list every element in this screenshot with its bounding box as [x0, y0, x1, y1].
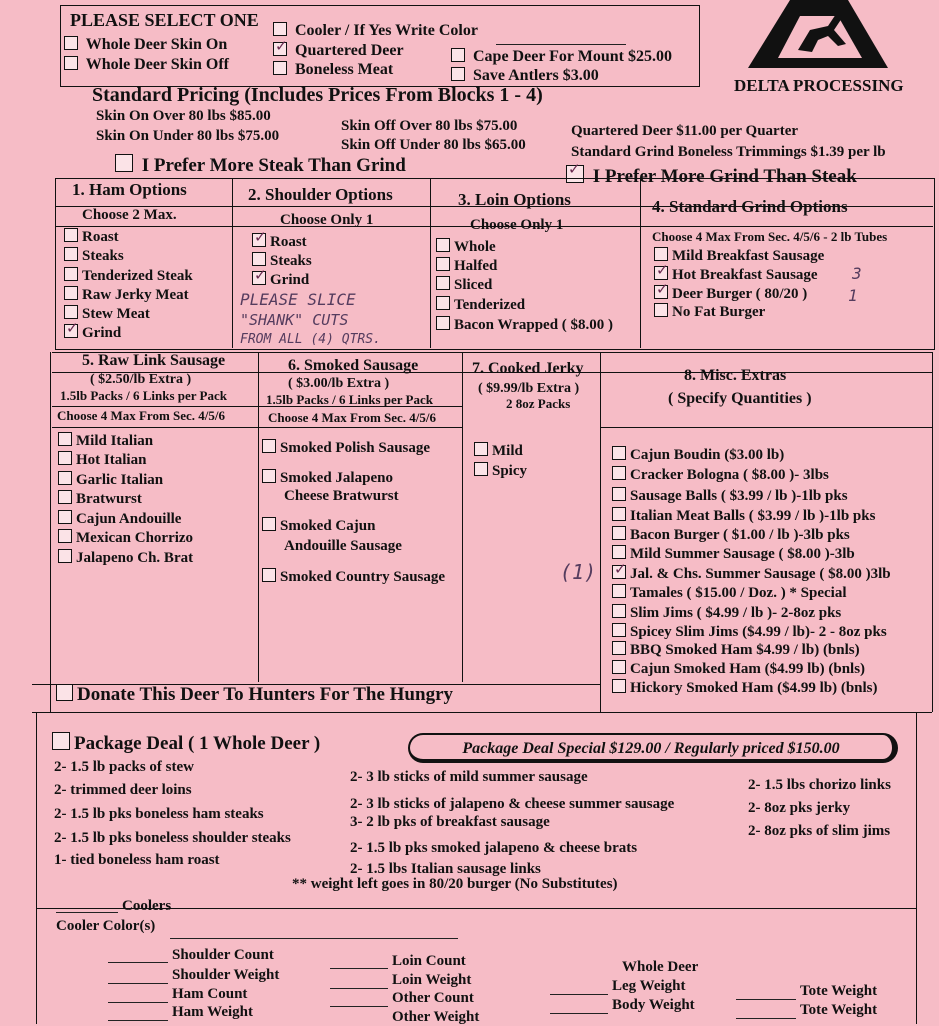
- item-label: Mild: [492, 443, 523, 459]
- option-label: I Prefer More Grind Than Steak: [592, 166, 857, 187]
- handwritten-note: FROM ALL (4) QTRS.: [240, 332, 381, 347]
- smoked-sausage-item[interactable]: [262, 469, 393, 487]
- checkbox[interactable]: [262, 469, 276, 483]
- item-label: Mexican Chorrizo: [76, 530, 194, 546]
- checkbox[interactable]: [612, 660, 626, 674]
- item-label: Mild Italian: [76, 433, 154, 449]
- ham-options-sub: Choose 2 Max.: [82, 207, 177, 223]
- misc-item[interactable]: [612, 565, 891, 583]
- item-label: Jalapeno Ch. Brat: [76, 550, 194, 566]
- item-label: Deer Burger ( 80/20 ): [672, 286, 808, 302]
- jerky-item[interactable]: [474, 462, 527, 480]
- loin-options-title: 3. Loin Options: [458, 190, 571, 209]
- item-label: Smoked Jalapeno: [280, 470, 393, 486]
- checkbox-checked[interactable]: [654, 266, 668, 280]
- option-quartered-deer[interactable]: [273, 42, 404, 60]
- ham-item[interactable]: [64, 228, 119, 246]
- item-label: Tenderized: [454, 297, 526, 313]
- item-label: Cajun Smoked Ham ($4.99 lb) (bnls): [630, 661, 866, 677]
- package-col2-item: 2- 3 lb sticks of jalapeno & cheese summer sausage: [350, 796, 675, 812]
- cooler-colors-label: Cooler Color(s): [56, 918, 156, 934]
- smoked-sausage-item[interactable]: [262, 568, 445, 586]
- divider: [258, 352, 259, 682]
- other-count-label: Other Count: [392, 990, 474, 1006]
- ham-weight-line[interactable]: [108, 1020, 168, 1021]
- checkbox[interactable]: [52, 732, 70, 750]
- ham-item[interactable]: [64, 247, 124, 265]
- item-label: Grind: [82, 325, 122, 341]
- item-label: Steaks: [270, 253, 312, 269]
- smoked-sausage-title: 6. Smoked Sausage: [288, 357, 419, 374]
- pricing-title: Standard Pricing (Includes Prices From Blocks 1 - 4): [92, 84, 543, 106]
- checkbox-checked[interactable]: [273, 42, 287, 56]
- item-label: No Fat Burger: [672, 304, 766, 320]
- loin-weight-label: Loin Weight: [392, 972, 472, 988]
- shoulder-item[interactable]: [252, 233, 307, 251]
- coolers-label: Coolers: [122, 898, 172, 914]
- checkbox[interactable]: [64, 305, 78, 319]
- raw-link-sub: Choose 4 Max From Sec. 4/5/6: [57, 408, 226, 423]
- option-whole-deer-skin-on[interactable]: [64, 36, 227, 54]
- tote-weight-line[interactable]: [736, 999, 796, 1000]
- checkbox[interactable]: [612, 604, 626, 618]
- price-skin-on-under: Skin On Under 80 lbs $75.00: [96, 128, 280, 144]
- checkbox[interactable]: [262, 568, 276, 582]
- package-special-banner: Package Deal Special $129.00 / Regularly priced $150.00: [408, 733, 898, 763]
- option-cape-deer[interactable]: [451, 48, 672, 66]
- option-label: Package Deal ( 1 Whole Deer ): [74, 733, 321, 754]
- item-label: Smoked Polish Sausage: [280, 440, 431, 456]
- ham-item[interactable]: [64, 286, 189, 304]
- checkbox[interactable]: [262, 517, 276, 531]
- package-col2-item: 2- 3 lb sticks of mild summer sausage: [350, 769, 588, 785]
- body-weight-label: Body Weight: [612, 997, 695, 1013]
- checkbox[interactable]: [451, 67, 465, 81]
- handwritten-note: "SHANK" CUTS: [240, 311, 349, 329]
- item-label: Italian Meat Balls ( $3.99 / lb )-1lb pks: [630, 508, 876, 524]
- item-label: Bacon Wrapped ( $8.00 ): [454, 317, 614, 333]
- option-label: Boneless Meat: [295, 61, 394, 78]
- ham-weight-label: Ham Weight: [172, 1004, 253, 1020]
- item-label: Bratwurst: [76, 491, 142, 507]
- smoked-sausage-item-line2: Andouille Sausage: [284, 538, 402, 554]
- loin-weight-line[interactable]: [330, 988, 388, 989]
- checkbox[interactable]: [654, 247, 668, 261]
- package-col2-item: 3- 2 lb pks of breakfast sausage: [350, 814, 550, 830]
- ham-count-line[interactable]: [108, 1002, 168, 1003]
- shoulder-item[interactable]: [252, 271, 309, 289]
- loin-options-sub: Choose Only 1: [470, 217, 564, 233]
- checkbox[interactable]: [612, 584, 626, 598]
- option-label: Quartered Deer: [295, 42, 404, 59]
- item-label: Bacon Burger ( $1.00 / lb )-3lb pks: [630, 527, 850, 543]
- item-label: Spicey Slim Jims ($4.99 / lb)- 2 - 8oz pks: [630, 624, 887, 640]
- item-label: Smoked Cajun: [280, 518, 376, 534]
- checkbox[interactable]: [64, 286, 78, 300]
- item-label: Spicy: [492, 463, 528, 479]
- shoulder-weight-line[interactable]: [108, 983, 168, 984]
- option-label: Cape Deer For Mount $25.00: [473, 48, 672, 65]
- loin-item[interactable]: [436, 296, 525, 314]
- raw-link-item[interactable]: [58, 549, 193, 567]
- divider: [640, 178, 641, 348]
- package-col1-item: 1- tied boneless ham roast: [54, 852, 220, 868]
- misc-item[interactable]: [612, 487, 848, 505]
- checkbox[interactable]: [436, 238, 450, 252]
- package-col1-item: 2- 1.5 lb packs of stew: [54, 759, 195, 775]
- checkbox[interactable]: [451, 48, 465, 62]
- checkbox[interactable]: [474, 462, 488, 476]
- misc-item[interactable]: [612, 679, 878, 697]
- smoked-sausage-sub: Choose 4 Max From Sec. 4/5/6: [268, 410, 437, 425]
- option-label: I Prefer More Steak Than Grind: [141, 155, 406, 176]
- shoulder-options-title: 2. Shoulder Options: [248, 185, 393, 204]
- price-quartered: Quartered Deer $11.00 per Quarter: [571, 123, 799, 139]
- checkbox[interactable]: [436, 257, 450, 271]
- raw-link-item[interactable]: [58, 529, 193, 547]
- smoked-sausage-item[interactable]: [262, 439, 430, 457]
- tote-weight-label: Tote Weight: [800, 1002, 878, 1018]
- item-label: Grind: [270, 272, 310, 288]
- item-label: Tamales ( $15.00 / Doz. ) * Special: [630, 585, 847, 601]
- item-label: Slim Jims ( $4.99 / lb )- 2-8oz pks: [630, 605, 842, 621]
- checkbox[interactable]: [58, 471, 72, 485]
- checkbox[interactable]: [612, 507, 626, 521]
- checkbox[interactable]: [654, 303, 668, 317]
- jerky-item[interactable]: [474, 442, 523, 460]
- misc-item[interactable]: [612, 623, 887, 641]
- divider: [32, 712, 932, 713]
- raw-link-item[interactable]: [58, 471, 163, 489]
- package-note: ** weight left goes in 80/20 burger (No Substitutes): [292, 876, 618, 892]
- divider: [916, 712, 917, 1024]
- divider: [430, 178, 431, 348]
- divider: [462, 352, 463, 682]
- loin-item[interactable]: [436, 238, 496, 256]
- item-label: Hickory Smoked Ham ($4.99 lb) (bnls): [630, 680, 878, 696]
- divider: [600, 352, 601, 712]
- shoulder-weight-label: Shoulder Weight: [172, 967, 280, 983]
- package-deal-option[interactable]: [52, 732, 320, 755]
- checkbox-checked[interactable]: [654, 285, 668, 299]
- raw-link-item[interactable]: [58, 490, 142, 508]
- misc-extras-sub: ( Specify Quantities ): [668, 390, 812, 407]
- checkbox[interactable]: [64, 228, 78, 242]
- divider: [600, 427, 932, 428]
- shoulder-options-sub: Choose Only 1: [280, 212, 374, 228]
- package-col2-item: 2- 1.5 lbs Italian sausage links: [350, 861, 541, 877]
- divider: [932, 352, 933, 712]
- checkbox-checked[interactable]: [252, 233, 266, 247]
- cooked-jerky-price: ( $9.99/lb Extra ): [478, 381, 580, 396]
- quantity-deer-burger: 1: [848, 286, 858, 305]
- leg-weight-line[interactable]: [550, 994, 608, 995]
- leg-weight-label: Leg Weight: [612, 978, 686, 994]
- divider: [50, 352, 51, 712]
- smoked-sausage-item[interactable]: [262, 517, 375, 535]
- option-label: Whole Deer Skin On: [85, 36, 228, 53]
- checkbox[interactable]: [64, 36, 78, 50]
- checkbox[interactable]: [58, 451, 72, 465]
- checkbox[interactable]: [612, 679, 626, 693]
- loin-count-label: Loin Count: [392, 953, 466, 969]
- item-label: Tenderized Steak: [82, 268, 193, 284]
- other-count-line[interactable]: [330, 1006, 388, 1007]
- misc-item[interactable]: [612, 507, 875, 525]
- package-col1-item: 2- 1.5 lb pks boneless shoulder steaks: [54, 830, 291, 846]
- option-save-antlers[interactable]: [451, 67, 599, 85]
- item-label: Stew Meat: [82, 306, 150, 322]
- tote-weight-label: Tote Weight: [800, 983, 878, 999]
- smoked-sausage-pack: 1.5lb Packs / 6 Links per Pack: [266, 392, 433, 407]
- quantity-hot-breakfast: 3: [852, 264, 862, 283]
- option-boneless-meat[interactable]: [273, 61, 393, 79]
- checkbox[interactable]: [612, 545, 626, 559]
- option-cooler[interactable]: [273, 22, 478, 40]
- item-label: BBQ Smoked Ham $4.99 / lb) (bnls): [630, 642, 860, 658]
- checkbox[interactable]: [612, 526, 626, 540]
- donate-option[interactable]: [56, 684, 453, 706]
- package-col3-item: 2- 8oz pks of slim jims: [748, 823, 891, 839]
- option-label: Cooler / If Yes Write Color: [295, 22, 478, 39]
- package-col3-item: 2- 1.5 lbs chorizo links: [748, 777, 891, 793]
- smoked-sausage-price: ( $3.00/lb Extra ): [288, 376, 390, 391]
- cooler-colors-line[interactable]: [170, 938, 458, 939]
- raw-link-title: 5. Raw Link Sausage: [82, 352, 226, 369]
- checkbox[interactable]: [58, 510, 72, 524]
- misc-item[interactable]: [612, 641, 860, 659]
- ham-options-title: 1. Ham Options: [72, 180, 187, 199]
- checkbox[interactable]: [64, 247, 78, 261]
- item-label: Roast: [82, 229, 119, 245]
- misc-item[interactable]: [612, 466, 829, 484]
- price-skin-off-over: Skin Off Over 80 lbs $75.00: [341, 118, 518, 134]
- grind-item[interactable]: [654, 285, 807, 303]
- checkbox[interactable]: [115, 154, 133, 172]
- item-label: Mild Breakfast Sausage: [672, 248, 825, 264]
- select-title: PLEASE SELECT ONE: [70, 10, 259, 30]
- option-label: Save Antlers $3.00: [473, 67, 599, 84]
- checkbox-checked[interactable]: [252, 271, 266, 285]
- coolers-line[interactable]: [56, 912, 118, 913]
- grind-item[interactable]: [654, 266, 818, 284]
- item-label: Garlic Italian: [76, 472, 164, 488]
- ham-item[interactable]: [64, 324, 121, 342]
- body-weight-line[interactable]: [550, 1013, 608, 1014]
- shoulder-count-line[interactable]: [108, 962, 168, 963]
- loin-count-line[interactable]: [330, 968, 388, 969]
- price-grind: Standard Grind Boneless Trimmings $1.39 per lb: [571, 144, 886, 160]
- checkbox[interactable]: [58, 529, 72, 543]
- checkbox[interactable]: [436, 276, 450, 290]
- checkbox[interactable]: [252, 252, 266, 266]
- item-label: Hot Breakfast Sausage: [672, 267, 818, 283]
- raw-link-item[interactable]: [58, 451, 146, 469]
- shoulder-count-label: Shoulder Count: [172, 947, 274, 963]
- quantity-jal-summer: (1): [560, 560, 597, 584]
- checkbox-checked[interactable]: [612, 565, 626, 579]
- item-label: Smoked Country Sausage: [280, 569, 446, 585]
- loin-item[interactable]: [436, 276, 492, 294]
- item-label: Raw Jerky Meat: [82, 287, 189, 303]
- checkbox[interactable]: [474, 442, 488, 456]
- package-col3-item: 2- 8oz pks jerky: [748, 800, 851, 816]
- raw-link-item[interactable]: [58, 510, 181, 528]
- loin-item[interactable]: [436, 316, 613, 334]
- option-label: Donate This Deer To Hunters For The Hungry: [77, 684, 454, 705]
- package-col1-item: 2- trimmed deer loins: [54, 782, 192, 798]
- checkbox[interactable]: [58, 549, 72, 563]
- checkbox[interactable]: [612, 487, 626, 501]
- misc-extras-title: 8. Misc. Extras: [684, 367, 787, 384]
- divider: [36, 712, 37, 1024]
- checkbox[interactable]: [436, 296, 450, 310]
- tote-weight-line[interactable]: [736, 1018, 796, 1019]
- grind-item[interactable]: [654, 247, 824, 265]
- whole-deer-label: Whole Deer: [622, 959, 699, 975]
- item-label: Jal. & Chs. Summer Sausage ( $8.00 )3lb: [630, 566, 891, 582]
- misc-item[interactable]: [612, 545, 855, 563]
- checkbox[interactable]: [58, 432, 72, 446]
- ham-item[interactable]: [64, 267, 193, 285]
- smoked-sausage-item-line2: Cheese Bratwurst: [284, 488, 399, 504]
- checkbox[interactable]: [612, 446, 626, 460]
- delta-logo-icon: [738, 0, 898, 70]
- item-label: Whole: [454, 239, 496, 255]
- option-whole-deer-skin-off[interactable]: [64, 56, 229, 74]
- divider: [232, 178, 233, 348]
- item-label: Halfed: [454, 258, 498, 274]
- grind-item[interactable]: [654, 303, 765, 321]
- cooked-jerky-pack: 2 8oz Packs: [506, 396, 571, 411]
- prefer-steak-option[interactable]: [115, 154, 406, 177]
- misc-item[interactable]: [612, 446, 784, 464]
- checkbox[interactable]: [436, 316, 450, 330]
- checkbox[interactable]: [64, 267, 78, 281]
- item-label: Cracker Bologna ( $8.00 )- 3lbs: [630, 467, 829, 483]
- handwritten-note: PLEASE SLICE: [240, 290, 356, 309]
- package-col1-item: 2- 1.5 lb pks boneless ham steaks: [54, 806, 264, 822]
- loin-item[interactable]: [436, 257, 497, 275]
- other-weight-label: Other Weight: [392, 1009, 480, 1025]
- grind-options-title: 4. Standard Grind Options: [652, 197, 848, 216]
- company-name: DELTA PROCESSING: [734, 76, 904, 95]
- item-label: Roast: [270, 234, 307, 250]
- checkbox[interactable]: [612, 623, 626, 637]
- checkbox[interactable]: [58, 490, 72, 504]
- raw-link-pack: 1.5lb Packs / 6 Links per Pack: [60, 388, 227, 403]
- item-label: Steaks: [82, 248, 124, 264]
- checkbox[interactable]: [612, 641, 626, 655]
- item-label: Hot Italian: [76, 452, 147, 468]
- price-skin-off-under: Skin Off Under 80 lbs $65.00: [341, 137, 526, 153]
- price-skin-on-over: Skin On Over 80 lbs $85.00: [96, 108, 271, 124]
- misc-item[interactable]: [612, 660, 865, 678]
- misc-item[interactable]: [612, 526, 850, 544]
- raw-link-price: ( $2.50/lb Extra ): [90, 372, 192, 387]
- cooked-jerky-title: 7. Cooked Jerky: [472, 360, 584, 377]
- item-label: Mild Summer Sausage ( $8.00 )-3lb: [630, 546, 855, 562]
- checkbox[interactable]: [56, 684, 73, 701]
- cooler-color-line[interactable]: [496, 44, 626, 45]
- raw-link-item[interactable]: [58, 432, 153, 450]
- ham-count-label: Ham Count: [172, 986, 248, 1002]
- item-label: Cajun Andouille: [76, 511, 182, 527]
- item-label: Sausage Balls ( $3.99 / lb )-1lb pks: [630, 488, 848, 504]
- divider: [52, 427, 462, 428]
- checkbox-checked[interactable]: [64, 324, 78, 338]
- checkbox[interactable]: [612, 466, 626, 480]
- misc-item[interactable]: [612, 584, 847, 602]
- grind-options-sub: Choose 4 Max From Sec. 4/5/6 - 2 lb Tubes: [652, 229, 888, 244]
- checkbox[interactable]: [64, 56, 78, 70]
- misc-item[interactable]: [612, 604, 841, 622]
- item-label: Cajun Boudin ($3.00 lb): [630, 447, 785, 463]
- checkbox[interactable]: [262, 439, 276, 453]
- checkbox[interactable]: [273, 61, 287, 75]
- package-col2-item: 2- 1.5 lb pks smoked jalapeno & cheese brats: [350, 840, 638, 856]
- item-label: Sliced: [454, 277, 493, 293]
- checkbox[interactable]: [273, 22, 287, 36]
- option-label: Whole Deer Skin Off: [85, 56, 229, 73]
